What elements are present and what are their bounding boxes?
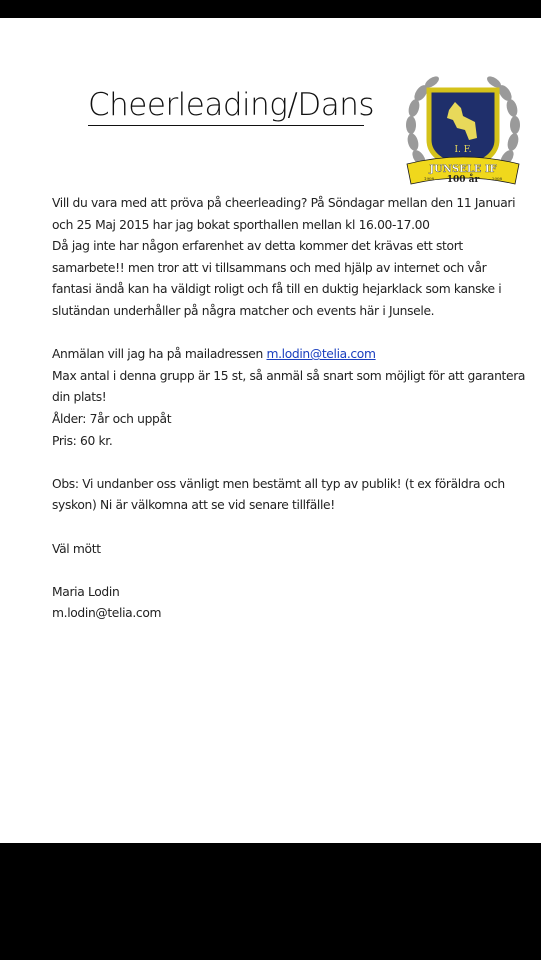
svg-text:JUNSELE IF: JUNSELE IF [429, 164, 497, 175]
greeting: Väl mött [52, 541, 101, 556]
junsele-if-logo [405, 66, 521, 192]
price: Pris: 60 kr. [52, 433, 113, 448]
age-requirement: Ålder: 7år och uppåt [52, 411, 172, 426]
max-participants: Max antal i denna grupp är 15 st, så anmäl så snart som möjligt för att garantera din plats! [52, 368, 526, 405]
svg-text:100 år: 100 år [446, 175, 480, 185]
letter-body [52, 193, 527, 625]
signature-email: m.lodin@telia.com [52, 606, 162, 621]
intro-paragraph: Vill du vara med att pröva på cheerleading? På Söndagar mellan den 11 Januari och 25 Maj 2015 har jag bokat sporthallen mellan kl 16.00-17.00 [52, 196, 516, 232]
signup-text: Anmälan vill jag ha på mailadressen [52, 347, 267, 362]
top-black-bar [0, 0, 541, 18]
document-page [0, 18, 541, 843]
svg-text:1908: 1908 [423, 176, 435, 181]
signup-email-link[interactable]: m.lodin@telia.com [266, 347, 376, 362]
svg-text:I. F.: I. F. [454, 145, 472, 155]
svg-text:2008: 2008 [491, 176, 503, 181]
experience-paragraph: Då jag inte har någon erfarenhet av detta kommer det krävas ett stort samarbete!! men tror att vi tillsammans och med hjälp av internet och vår fantasi ändå kan ha väldigt roligt och få till en duktig hejarklack som kanske i slutändan underhåller på några matcher och events här i Junsele. [52, 239, 502, 318]
audience-note: Obs: Vi undanber oss vänligt men bestämt all typ av publik! (t ex föräldra och syskon) Ni är välkomna att se vid senare tillfälle! [52, 476, 505, 513]
signup-line [52, 344, 527, 366]
bottom-black-bar [0, 843, 541, 960]
page-title: Cheerleading/Dans [88, 88, 364, 126]
signature-name: Maria Lodin [52, 584, 120, 599]
